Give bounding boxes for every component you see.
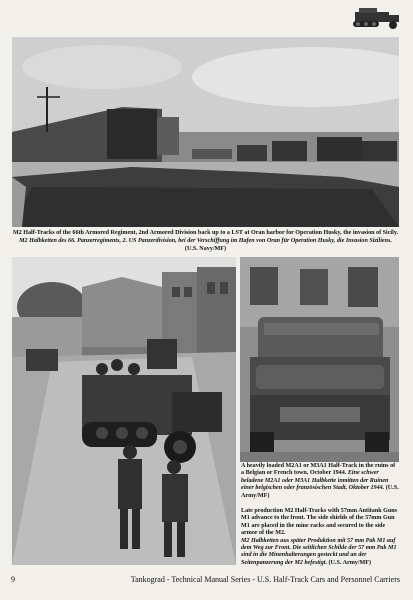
caption-late-german: M2 Halbketten aus später Produktion mit 57 mm Pak M1 auf dem Weg zur Front. Die seitlichen Schilde der 57 mm Pak M1 sind in die Minenhalterungen gesteckt und an der Seitenpanzerung der M2 befestigt. bbox=[241, 537, 397, 566]
caption-late-production bbox=[241, 508, 399, 567]
caption-harbor-credit: (U.S. Navy/MF) bbox=[184, 246, 227, 252]
caption-loaded-english: A heavily loaded M2A1 or M3A1 Half-Track in the ruins of a Belgian or French town, October 1944. bbox=[241, 463, 396, 477]
photo-loaded-halftrack bbox=[240, 257, 399, 462]
halftrack-icon bbox=[349, 6, 401, 30]
footer-title: Tankograd - Technical Manual Series - U.S. Half-Track Cars and Personnel Carriers bbox=[130, 575, 400, 584]
photo-harbor-lst bbox=[12, 37, 399, 227]
caption-harbor bbox=[12, 229, 399, 253]
caption-harbor-english: M2 Half-Tracks of the 66th Armored Regiment, 2nd Armored Division back up to a LST at Oran harbor for Operation Husky, the invasion of Sicily. bbox=[12, 230, 399, 236]
caption-late-english: Late production M2 Half-Tracks with 57mm Antitank Guns M1 advance to the front. The side shields of the 57mm Gun M1 are placed in the mine racks and secured to the side armor of the M2. bbox=[241, 508, 398, 537]
photo-halftrack-advance bbox=[12, 257, 236, 565]
caption-late-credit: (U.S. Army/MF) bbox=[328, 559, 372, 566]
caption-loaded-halftrack bbox=[241, 463, 399, 500]
page-number: 9 bbox=[11, 575, 15, 584]
caption-loaded-german: Eine schwer beladene M2A1 oder M3A1 Halbkette inmitten der Ruinen einer belgischen oder französischen Stadt, Oktober 1944. bbox=[241, 470, 389, 492]
caption-harbor-german: M2 Halbketten des 66. Panzerregiments, 2. US Panzerdivision, bei der Verschiffung im Hafen von Oran für Operation Husky, die Invasion Siziliens. bbox=[19, 238, 392, 244]
caption-loaded-credit: (U.S. Army/MF) bbox=[241, 485, 399, 499]
